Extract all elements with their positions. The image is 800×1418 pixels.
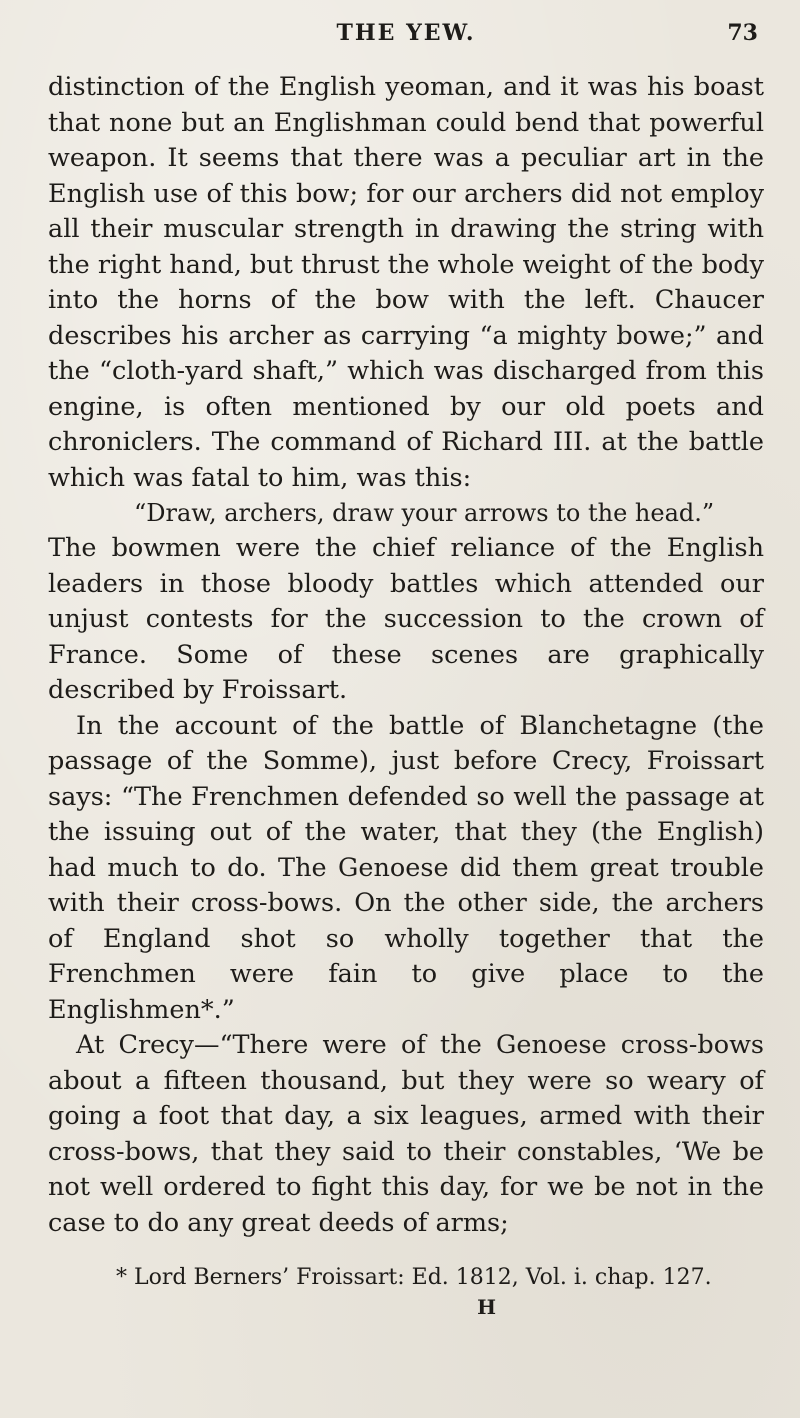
running-head <box>48 0 764 70</box>
paragraph-4: At Crecy—“There were of the Genoese cross-bows about a fifteen thousand, but they were so weary of going a foot that day, a six leagues, armed with their cross-bows, that they said to their constables, ‘We be not well ordered to fight this day, for we be not in the case to do any great deeds of arms; <box>48 1030 764 1238</box>
paragraph-3: In the account of the battle of Blanchetagne (the passage of the Somme), just before Crecy, Froissart says: “The Frenchmen defended so well the passage at the issuing out of the water, that they (the English) had much to do. The Genoese did them great trouble with their cross-bows. On the other side, the archers of England shot so wholly together that the Frenchmen were fain to give place to the Englishmen*.” <box>48 710 764 1025</box>
verse-quote: “Draw, archers, draw your arrows to the head.” <box>134 499 715 527</box>
running-title: THE YEW. <box>336 20 476 46</box>
page-number: 73 <box>727 20 758 46</box>
paragraph-2: The bowmen were the chief reliance of the English leaders in those bloody battles which attended our unjust contests for the succession to the crown of France. Some of these scenes are graphically described by Froissart. <box>48 533 764 705</box>
body-text <box>48 70 764 1241</box>
paragraph-1: distinction of the English yeoman, and it was his boast that none but an Englishman could bend that powerful weapon. It seems that there was a peculiar art in the English use of this bow; for our archers did not employ all their muscular strength in drawing the string with the right hand, but thrust the whole weight of the body into the horns of the bow with the left. Chaucer describes his archer as carrying “a mighty bowe;” and the “cloth-yard shaft,” which was discharged from this engine, is often mentioned by our old poets and chroniclers. The command of Richard III. at the battle which was fatal to him, was this: <box>48 72 764 493</box>
footnote: * Lord Berners’ Froissart: Ed. 1812, Vol. i. chap. 127. <box>116 1265 712 1290</box>
signature-mark: H <box>477 1295 496 1319</box>
